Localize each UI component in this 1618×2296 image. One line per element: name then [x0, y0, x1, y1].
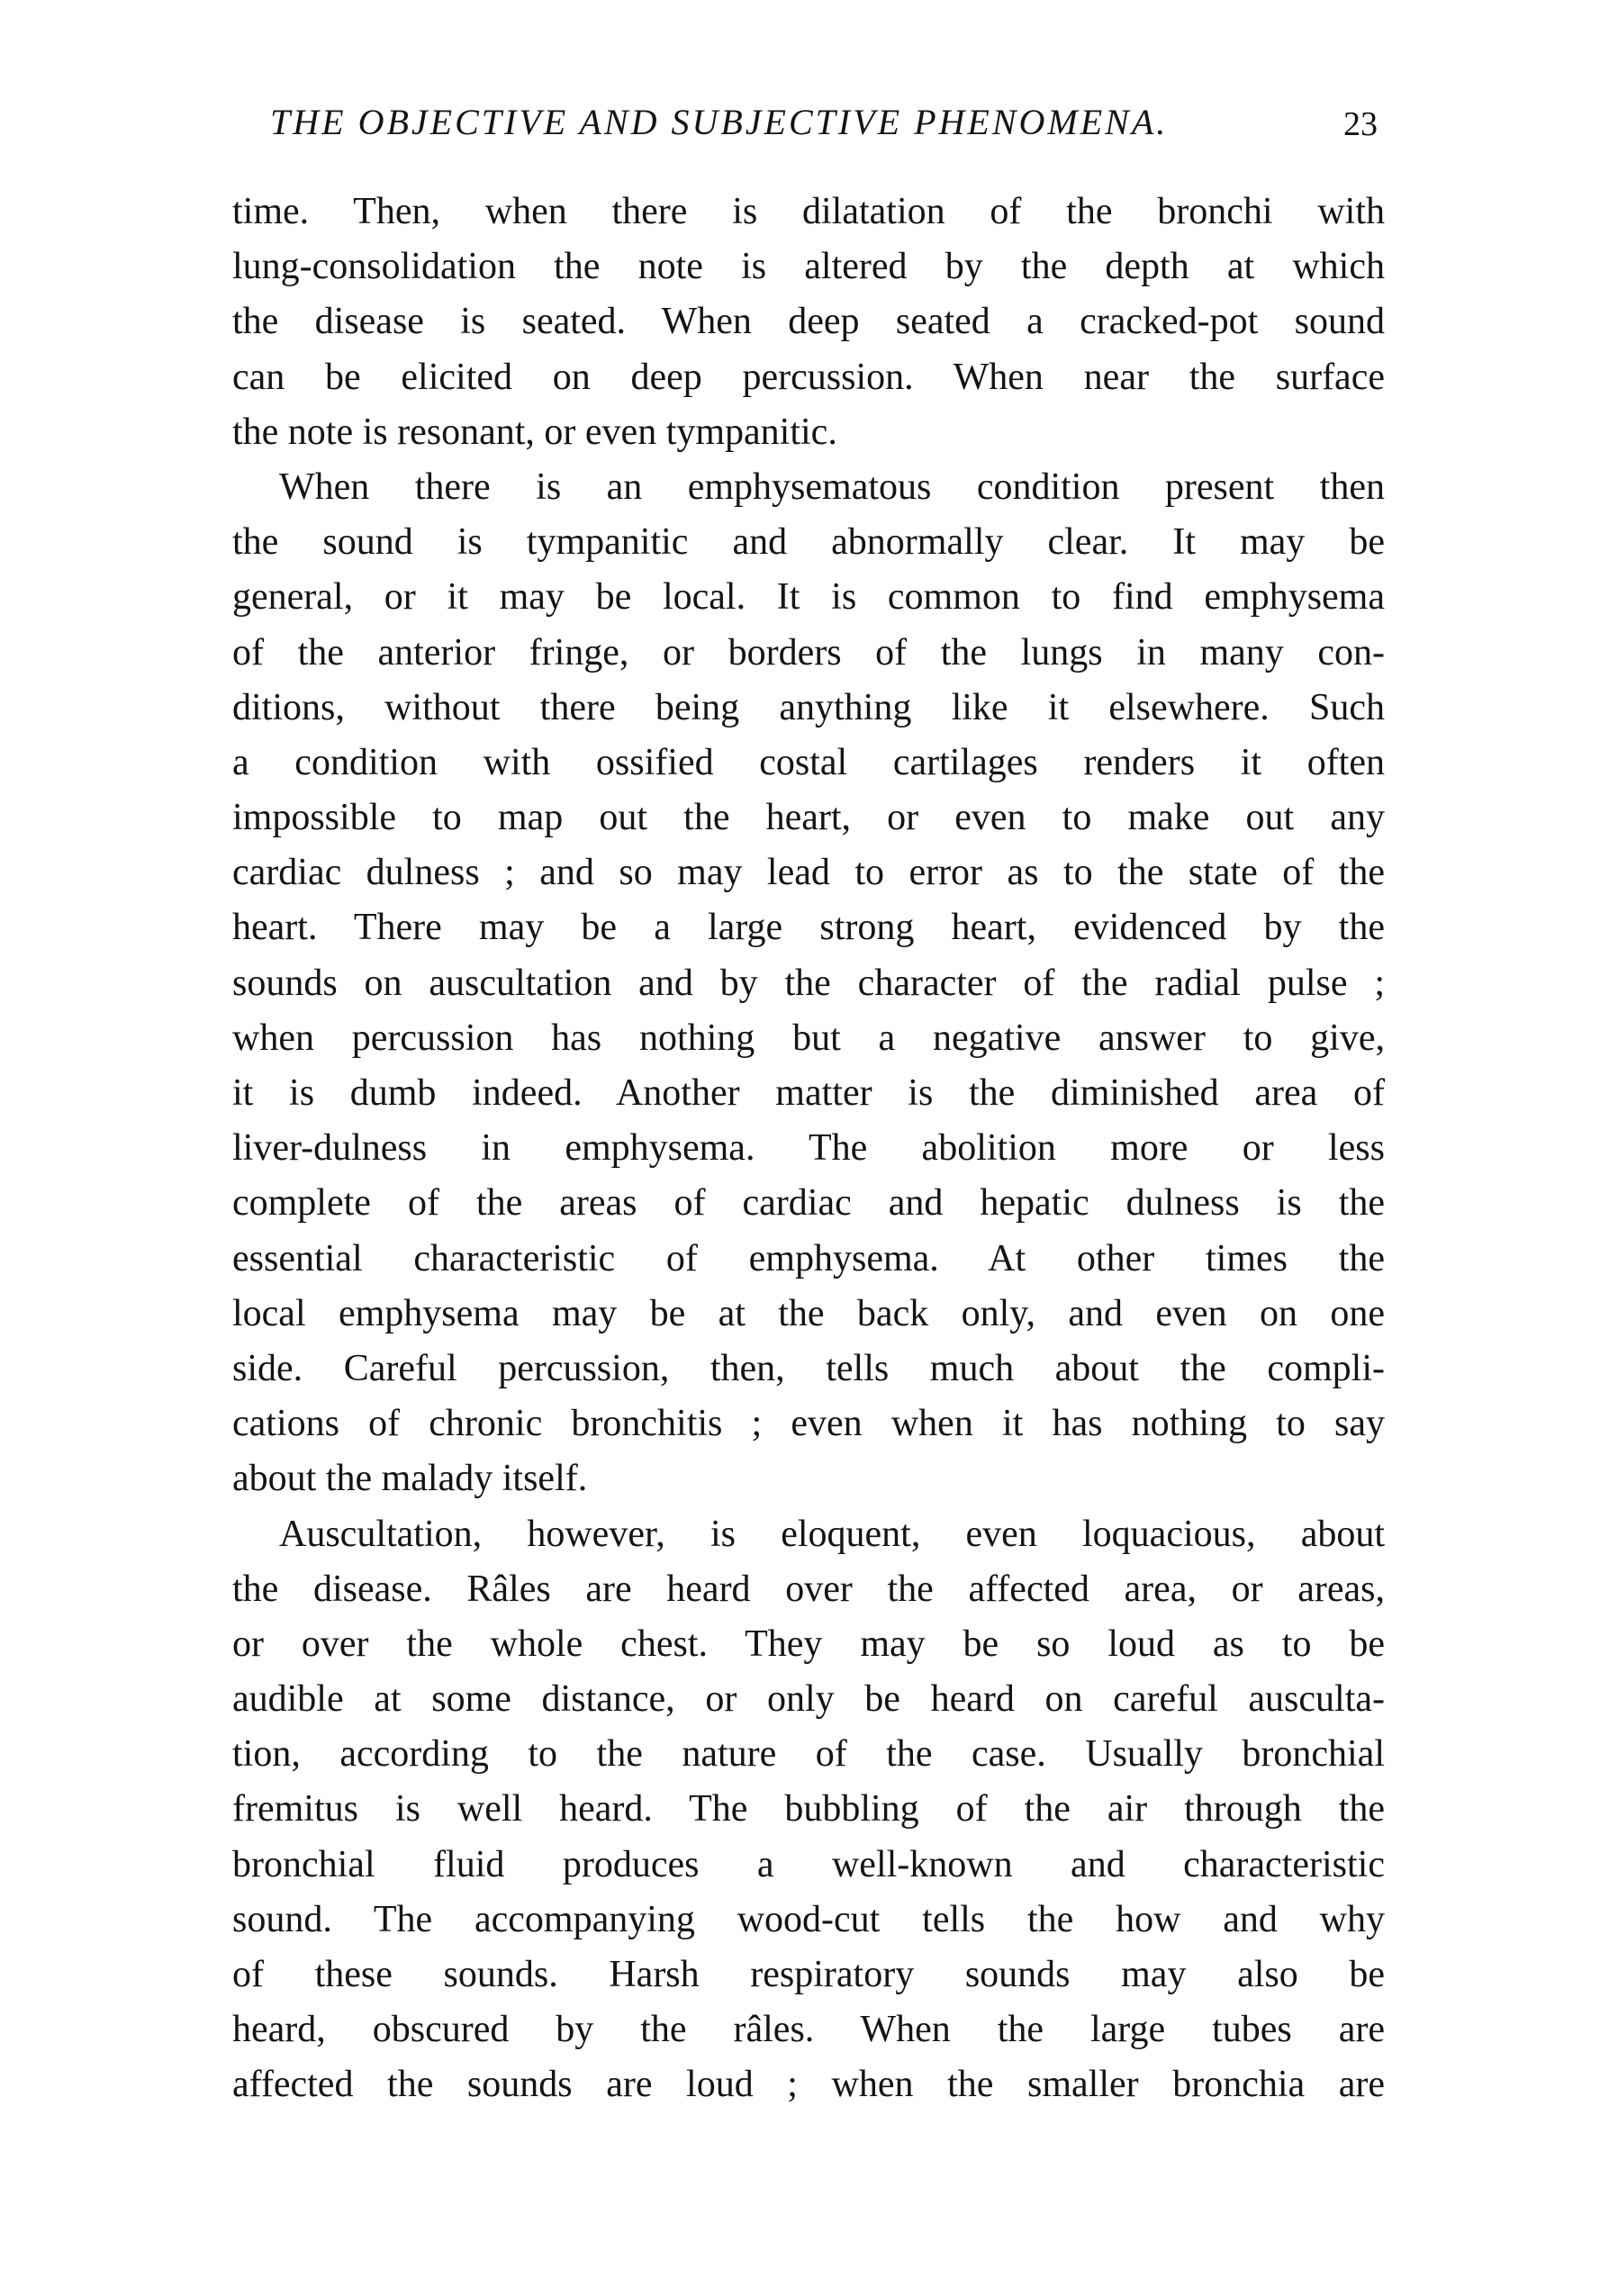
text-line: heard, obscured by the râles. When the large tubes are	[232, 2009, 1385, 2051]
text-line: Auscultation, however, is eloquent, even loquacious, about	[279, 1513, 1385, 1555]
text-line: liver-dulness in emphysema. The abolition more or less	[232, 1127, 1385, 1170]
paragraph	[232, 185, 1385, 460]
text-line: the disease is seated. When deep seated a cracked-pot sound	[232, 301, 1385, 343]
text-line: cations of chronic bronchitis ; even when it has nothing to say	[232, 1403, 1385, 1445]
text-line: affected the sounds are loud ; when the smaller bronchia are	[232, 2064, 1385, 2106]
text-line: about the malady itself.	[232, 1458, 588, 1500]
text-line: the note is resonant, or even tympanitic.	[232, 411, 837, 453]
text-line: impossible to map out the heart, or even to make out any	[232, 797, 1385, 839]
text-line: heart. There may be a large strong heart, evidenced by the	[232, 907, 1385, 949]
text-line: sounds on auscultation and by the character of the radial pulse ;	[232, 962, 1385, 1004]
text-line: ditions, without there being anything like it elsewhere. Such	[232, 686, 1385, 728]
paragraph	[232, 460, 1385, 1507]
text-line: the disease. Râles are heard over the affected area, or areas,	[232, 1568, 1385, 1610]
text-line: complete of the areas of cardiac and hepatic dulness is the	[232, 1182, 1385, 1225]
text-line: local emphysema may be at the back only, and even on one	[232, 1292, 1385, 1334]
text-line: can be elicited on deep percussion. When near the surface	[232, 356, 1385, 398]
text-line: side. Careful percussion, then, tells much about the compli-	[232, 1347, 1385, 1389]
text-line: of the anterior fringe, or borders of the lungs in many con-	[232, 631, 1385, 673]
text-line: fremitus is well heard. The bubbling of the air through the	[232, 1788, 1385, 1830]
text-line: general, or it may be local. It is common to find emphysema	[232, 576, 1385, 619]
text-line: of these sounds. Harsh respiratory sounds may also be	[232, 1954, 1385, 1995]
paragraph	[232, 1507, 1385, 2113]
text-line: cardiac dulness ; and so may lead to error as to the state of the	[232, 852, 1385, 894]
text-line: audible at some distance, or only be heard on careful ausculta-	[232, 1678, 1385, 1721]
text-line: bronchial fluid produces a well-known and characteristic	[232, 1843, 1385, 1885]
text-line: sound. The accompanying wood-cut tells the how and why	[232, 1898, 1385, 1940]
running-title: THE OBJECTIVE AND SUBJECTIVE PHENOMENA.	[270, 102, 1169, 142]
text-line: essential characteristic of emphysema. At other times the	[232, 1237, 1385, 1279]
text-line: it is dumb indeed. Another matter is the diminished area of	[232, 1072, 1385, 1114]
text-line: When there is an emphysematous condition present then	[279, 466, 1385, 508]
text-line: lung-consolidation the note is altered by the depth at which	[232, 246, 1385, 288]
running-head	[270, 101, 1387, 155]
text-line: when percussion has nothing but a negative answer to give,	[232, 1017, 1385, 1059]
text-line: time. Then, when there is dilatation of the bronchi with	[232, 191, 1385, 232]
text-line: a condition with ossified costal cartilages renders it often	[232, 741, 1385, 783]
text-line: or over the whole chest. They may be so loud as to be	[232, 1623, 1385, 1665]
text-line: the sound is tympanitic and abnormally clear. It may be	[232, 521, 1385, 564]
body-text	[232, 185, 1385, 2113]
page-number: 23	[1343, 105, 1378, 143]
text-line: tion, according to the nature of the case. Usually bronchial	[232, 1733, 1385, 1776]
